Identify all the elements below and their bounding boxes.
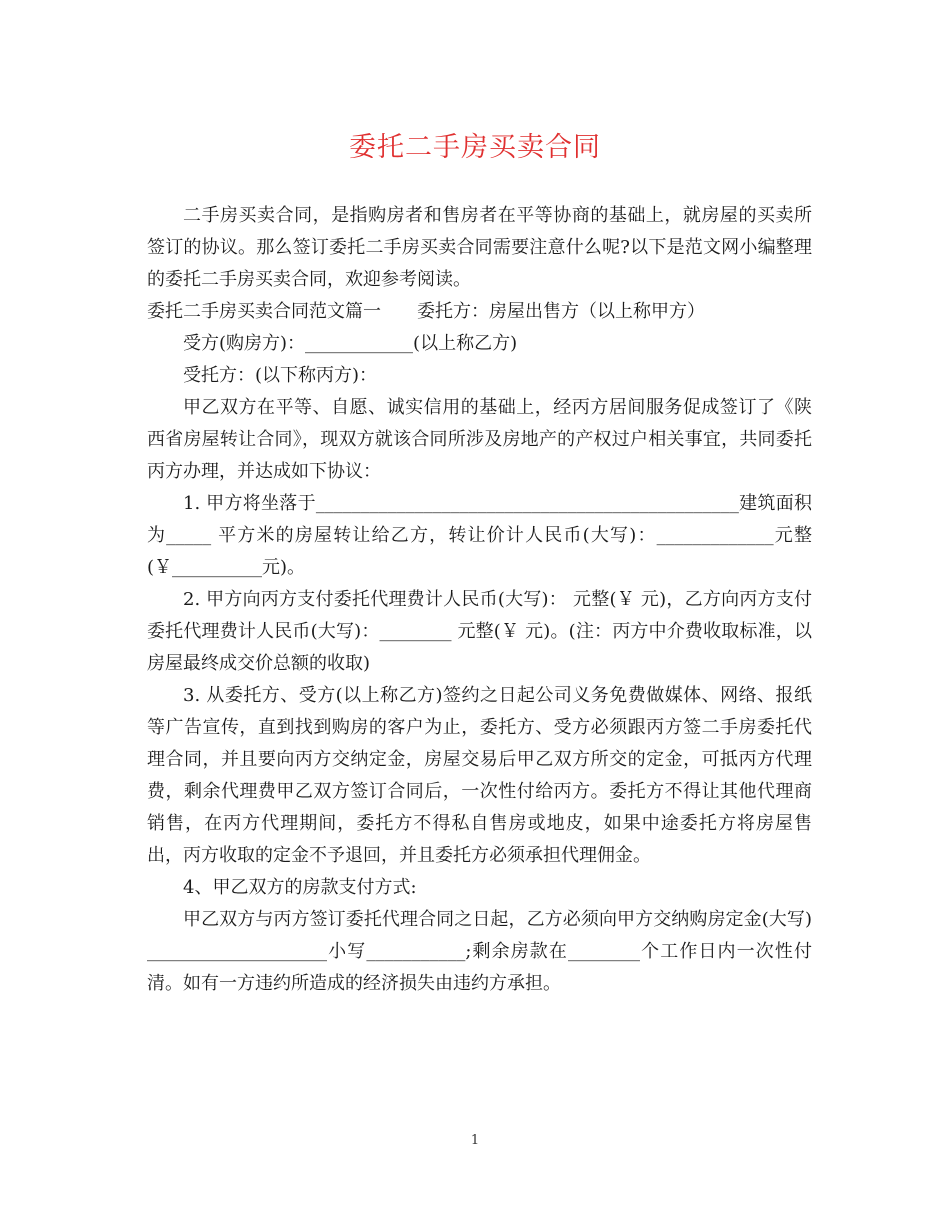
- document-body: [147, 200, 812, 1000]
- paragraph-clause-2: 2. 甲方向丙方支付委托代理费计人民币(大写)： 元整(￥ 元)，乙方向丙方支付委托代理费计人民币(大写)：________ 元整(￥ 元)。(注：丙方中介费收取标准，以房屋最终成交价总额的收取): [147, 589, 812, 674]
- paragraph-intro: 二手房买卖合同，是指购房者和售房者在平等协商的基础上，就房屋的买卖所签订的协议。那么签订委托二手房买卖合同需要注意什么呢?以下是范文网小编整理的委托二手房买卖合同，欢迎参考阅读。: [147, 205, 812, 290]
- paragraph-buyer: 受方(购房方)：____________(以上称乙方): [183, 333, 518, 354]
- paragraph-clause-3: 3. 从委托方、受方(以上称乙方)签约之日起公司义务免费做媒体、网络、报纸等广告宣传，直到找到购房的客户为止，委托方、受方必须跟丙方签二手房委托代理合同，并且要向丙方交纳定金，房屋交易后甲乙双方所交的定金，可抵丙方代理费，剩余代理费甲乙双方签订合同后，一次性付给丙方。委托方不得让其他代理商销售，在丙方代理期间，委托方不得私自售房或地皮，如果中途委托方将房屋售出，丙方收取的定金不予退回，并且委托方必须承担代理佣金。: [147, 685, 812, 866]
- paragraph-clause-4-body: 甲乙双方与丙方签订委托代理合同之日起，乙方必须向甲方交纳购房定金(大写)____________________小写___________;剩余房款在________个工作日内一次性付清。如有一方违约所造成的经济损失由违约方承担。: [147, 909, 812, 994]
- paragraph-clause-4: 4、甲乙双方的房款支付方式:: [183, 877, 417, 898]
- paragraph-trustee: 受托方：(以下称丙方)：: [183, 365, 378, 386]
- document-title: 委托二手房买卖合同: [349, 132, 601, 163]
- page-number: 1: [470, 1133, 480, 1148]
- paragraph-sample-heading: 委托二手房买卖合同范文篇一 委托方：房屋出售方（以上称甲方）: [147, 301, 705, 322]
- paragraph-clause-1: 1. 甲方将坐落于_______________________________________________建筑面积为_____ 平方米的房屋转让给乙方，转让价计人民币(大写)：_____________元整(￥__________元)。: [147, 493, 812, 578]
- paragraph-preamble: 甲乙双方在平等、自愿、诚实信用的基础上，经丙方居间服务促成签订了《陕西省房屋转让合同》，现双方就该合同所涉及房地产的产权过户相关事宜，共同委托丙方办理，并达成如下协议：: [147, 397, 812, 482]
